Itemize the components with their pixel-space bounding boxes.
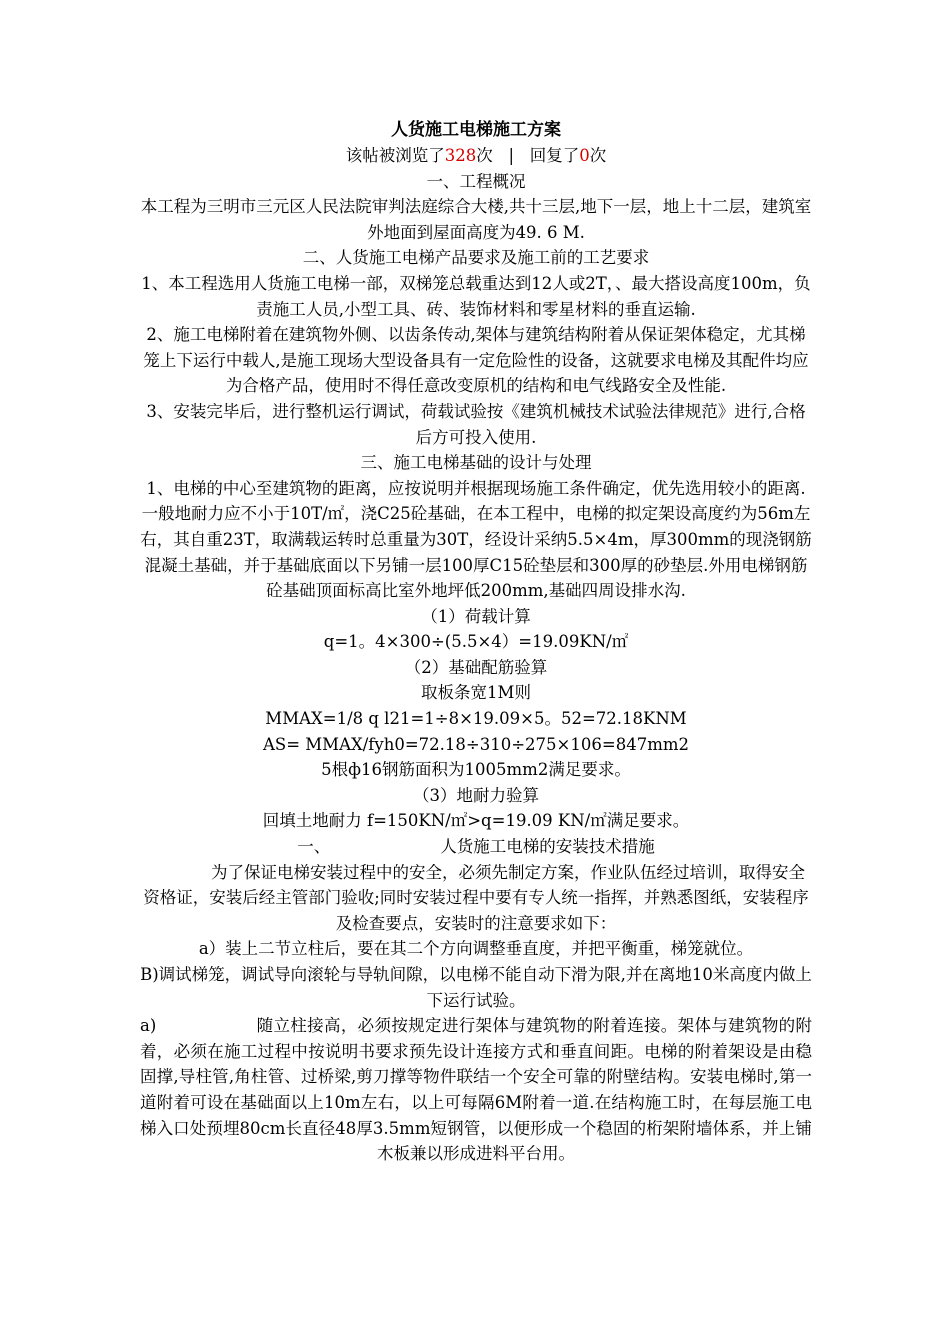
section-heading-installation	[140, 834, 812, 860]
document-page	[140, 118, 812, 1167]
installation-item-b: B)调试梯笼，调试导向滚轮与导轨间隙，以电梯不能自动下滑为限,并在离地10米高度内做上下运行试验。	[140, 965, 812, 1010]
section-heading-overview: 一、工程概况	[426, 171, 526, 191]
stats-separator: |	[508, 146, 515, 165]
load-calc-formula: q=1。4×300÷(5.5×4）=19.09KN/㎡	[323, 632, 629, 652]
requirement-3: 3、安装完毕后，进行整机运行调试，荷载试验按《建筑机械技术试验法律规范》进行,合格后方可投入使用.	[146, 401, 806, 447]
document-title: 人货施工电梯施工方案	[391, 120, 561, 140]
installation-heading-text: 人货施工电梯的安装技术措施	[440, 837, 655, 857]
load-calc-heading: （1）荷载计算	[421, 606, 531, 626]
replies-prefix: 回复了	[529, 146, 580, 165]
replies-suffix: 次	[589, 146, 607, 165]
rebar-check-line-2: MMAX=1/8 q l21=1÷8×19.09×5。52=72.18KNM	[265, 709, 687, 729]
bearing-check-line-1: 回填土地耐力 f=150KN/㎡>q=19.09 KN/㎡满足要求。	[262, 811, 690, 831]
views-count: 328	[444, 146, 477, 165]
installation-item-a: a）装上二节立柱后，要在其二个方向调整垂直度，并把平衡重，梯笼就位。	[198, 939, 754, 959]
overview-text: 本工程为三明市三元区人民法院审判法庭综合大楼,共十三层,地下一层，地上十二层，建筑室外地面到屋面高度为49. 6 M.	[140, 197, 812, 242]
installation-item-c-label: a)	[140, 1016, 157, 1036]
requirement-1: 1、本工程选用人货施工电梯一部，双梯笼总载重达到12人或2T，、最大搭设高度100m，负责施工人员,小型工具、砖、装饰材料和零星材料的垂直运输.	[141, 273, 811, 319]
bearing-check-heading: （3）地耐力验算	[413, 785, 539, 805]
post-stats	[140, 143, 812, 169]
section-heading-requirements: 二、人货施工电梯产品要求及施工前的工艺要求	[302, 248, 650, 268]
foundation-text: 1、电梯的中心至建筑物的距离，应按说明并根据现场施工条件确定，优先选用较小的距离.一般地耐力应不小于10T/㎡，浇C25砼基础，在本工程中，电梯的拟定架设高度约为56m左右，其自重23T，取满载运转时总重量为30T，经设计采纳5.5×4m，厚300mm的现浇钢筋混凝土基础，并于基础底面以下另铺一层100厚C15砼垫层和300厚的砂垫层.外用电梯钢筋砼基础顶面标高比室外地坪低200mm,基础四周设排水沟.	[140, 478, 812, 601]
views-suffix: 次	[476, 146, 493, 165]
installation-item-c-text: 随立柱接高，必须按规定进行架体与建筑物的附着连接。架体与建筑物的附着，必须在施工过程中按说明书要求预先设计连接方式和垂直间距。电梯的附着架设是由稳固撑,导柱管,角柱管、过桥梁,剪刀撑等物件联结一个安全可靠的附壁结构。安装电梯时,第一道附着可设在基础面以上10m左右，以上可每隔6M附着一道.在结构施工时，在每层施工电梯入口处预埋80cm长直径48厚3.5mm短钢管，以便形成一个稳固的桁架附墙体系，并上铺木板兼以形成进料平台用。	[140, 1016, 812, 1164]
installation-heading-number: 一、	[297, 837, 331, 857]
installation-item-c	[140, 1013, 812, 1167]
installation-intro: 为了保证电梯安装过程中的安全，必须先制定方案，作业队伍经过培训，取得安全资格证，安装后经主管部门验收;同时安装过程中要有专人统一指挥，并熟悉图纸，安装程序及检查要点，安装时的注意要求如下：	[143, 862, 809, 933]
section-heading-foundation: 三、施工电梯基础的设计与处理	[360, 453, 592, 473]
views-prefix: 该帖被浏览了	[345, 146, 445, 165]
replies-count: 0	[579, 146, 590, 165]
rebar-check-line-3: AS= MMAX/fyh0=72.18÷310÷275×106=847mm2	[263, 734, 689, 754]
requirement-2: 2、施工电梯附着在建筑物外侧、以齿条传动,架体与建筑结构附着从保证架体稳定，尤其梯笼上下运行中载人,是施工现场大型设备具有一定危险性的设备，这就要求电梯及其配件均应为合格产品，使用时不得任意改变原机的结构和电气线路安全及性能.	[143, 325, 809, 396]
rebar-check-line-1: 取板条宽1M则	[421, 683, 531, 703]
rebar-check-heading: （2）基础配筋验算	[404, 657, 548, 677]
rebar-check-line-4: 5根ф16钢筋面积为1005mm2满足要求。	[321, 760, 631, 780]
